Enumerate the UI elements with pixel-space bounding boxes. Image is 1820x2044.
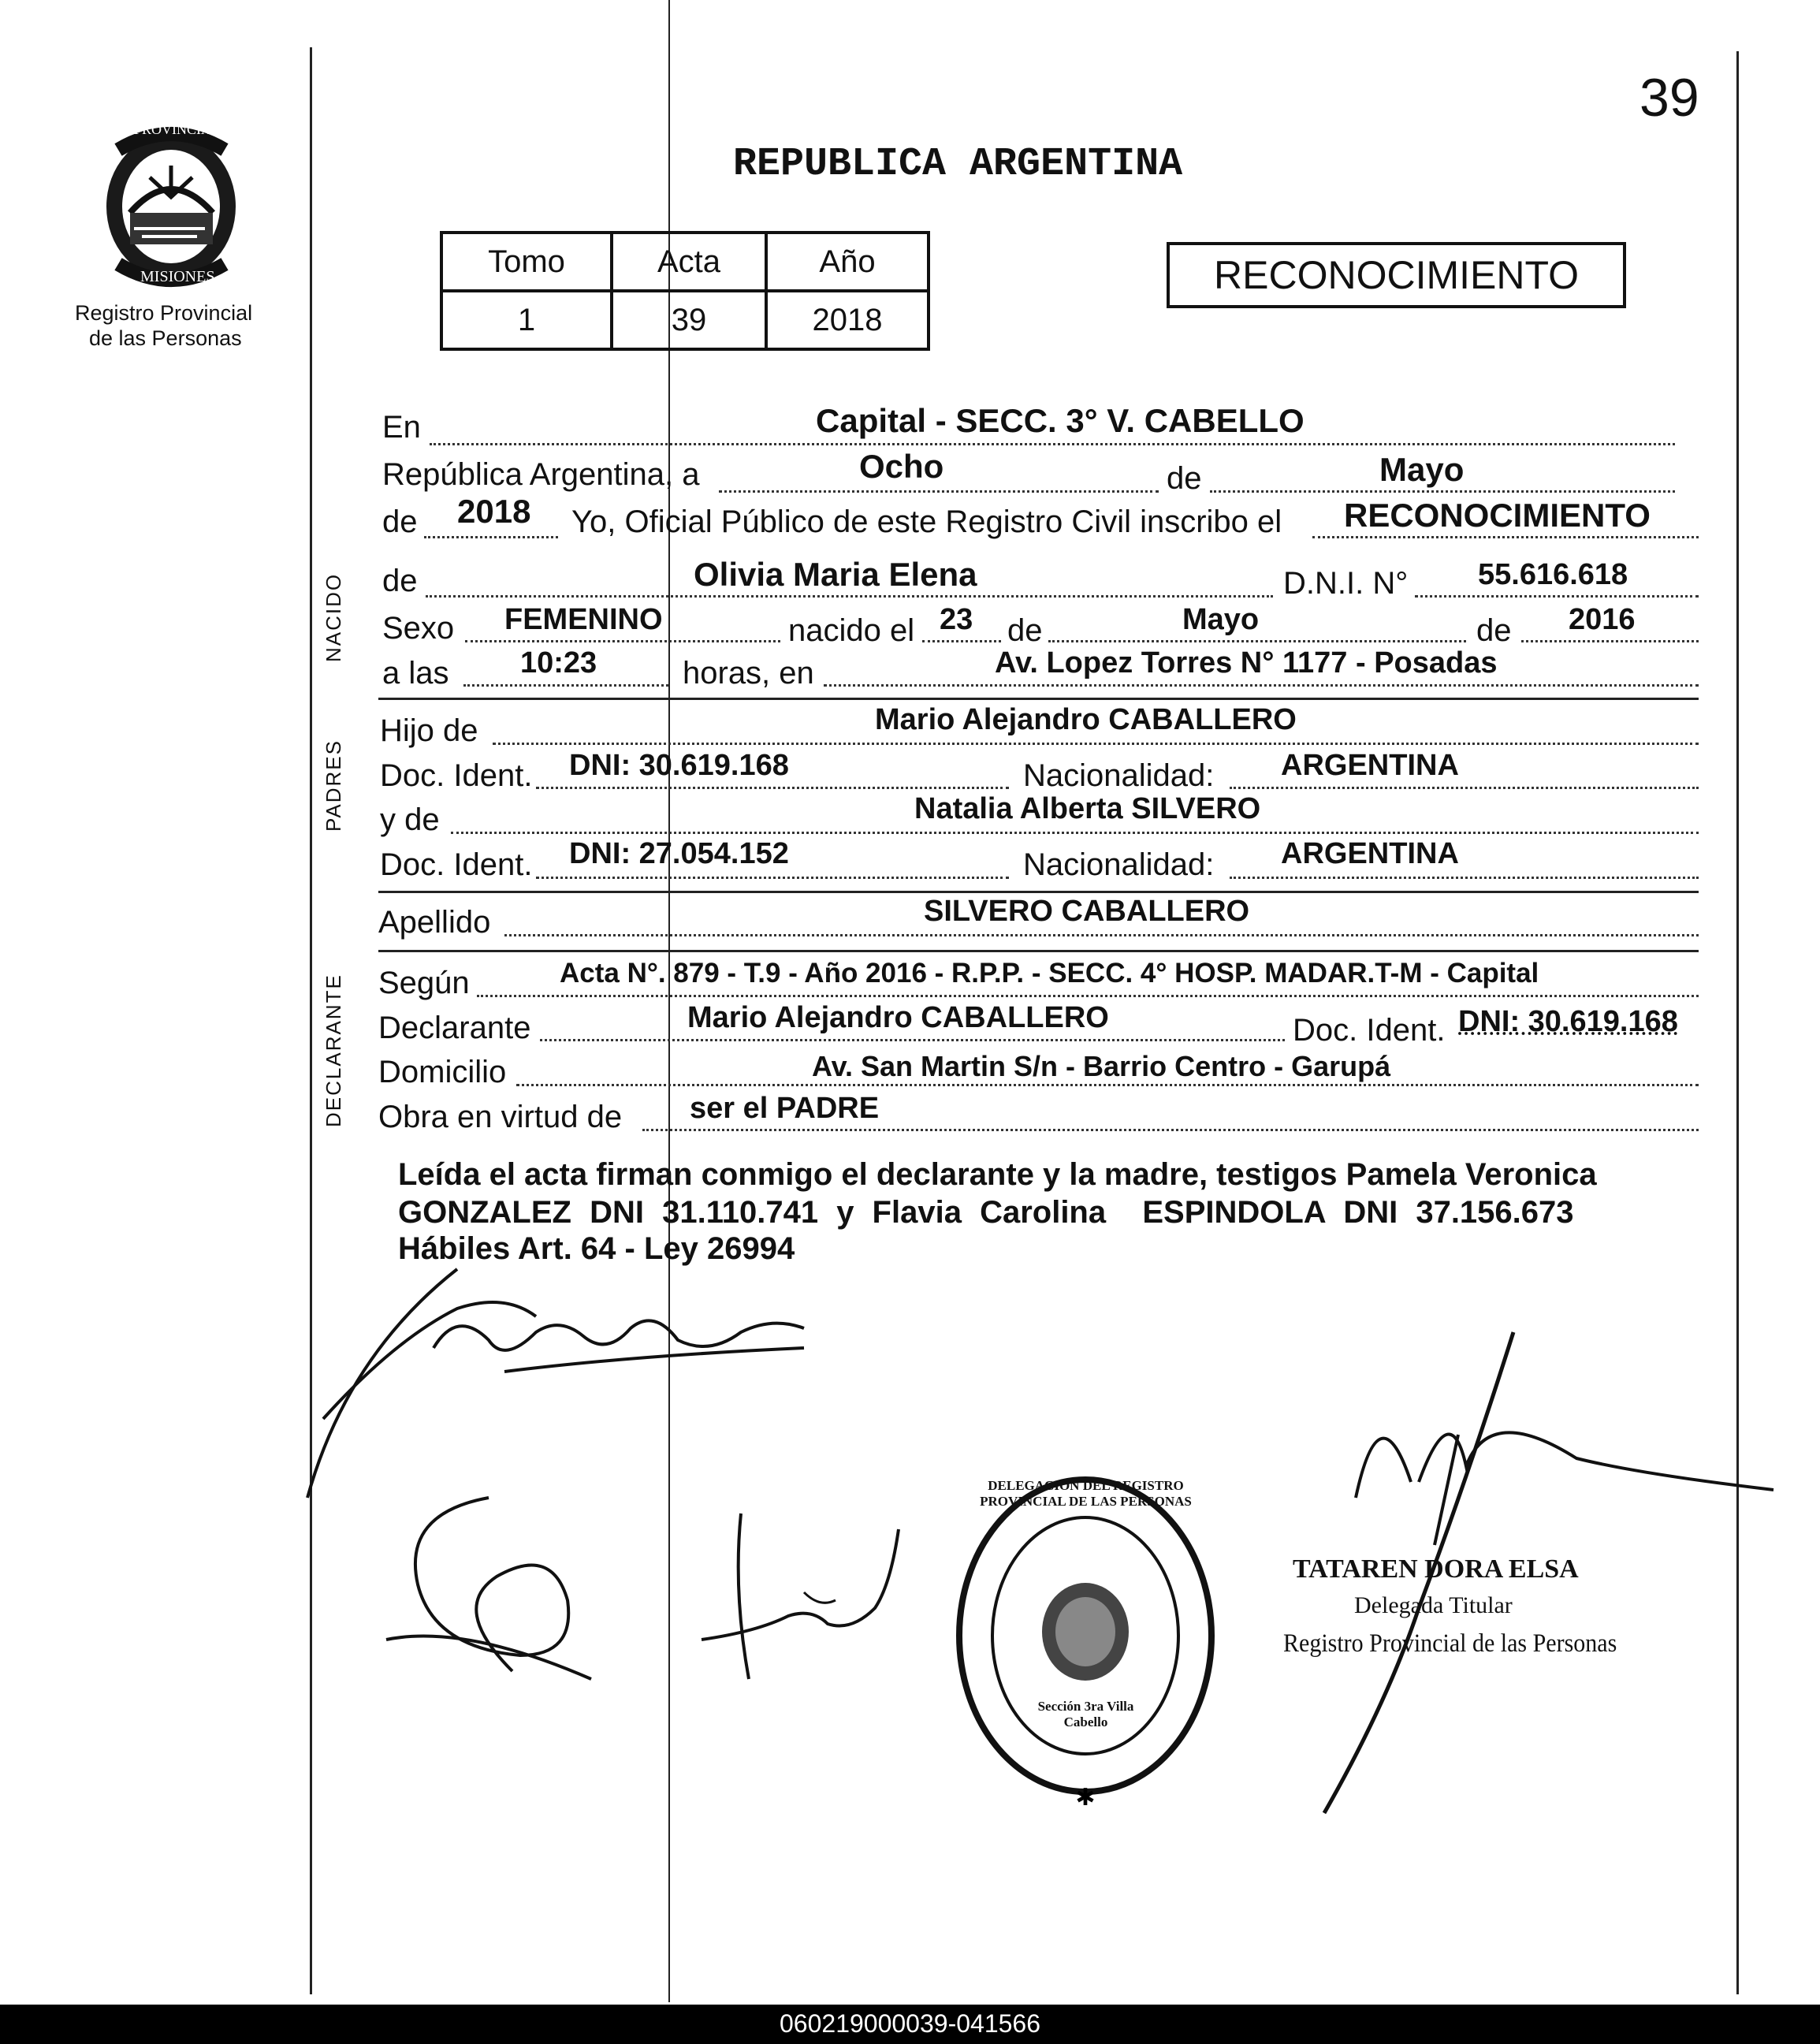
value-day: Ocho	[859, 448, 944, 485]
document-title: REPUBLICA ARGENTINA	[733, 142, 1183, 187]
label-alas: a las	[382, 656, 449, 691]
value-birth-day: 23	[940, 603, 973, 636]
value-apellido: SILVERO CABALLERO	[924, 895, 1250, 928]
label-horas: horas, en	[683, 656, 814, 691]
dots	[922, 640, 1001, 642]
logo-caption-line2: de las Personas	[89, 326, 242, 350]
label-segun: Según	[378, 966, 470, 1000]
side-label-padres: PADRES	[322, 739, 345, 832]
seal-outer-text: DELEGACION DEL REGISTRO PROVINCIAL DE LAS PERSONAS	[980, 1478, 1192, 1509]
closing-line-3: Hábiles Art. 64 - Ley 26994	[398, 1231, 795, 1266]
table-header-anio: Año	[766, 233, 929, 291]
label-domicilio: Domicilio	[378, 1055, 507, 1089]
dots	[824, 684, 1699, 687]
value-year: 2018	[457, 493, 531, 530]
value-act: RECONOCIMIENTO	[1344, 497, 1651, 534]
side-label-declarante: DECLARANTE	[322, 974, 345, 1127]
label-nac2: Nacionalidad:	[1023, 847, 1215, 882]
dots	[465, 640, 780, 642]
label-de3: de	[382, 564, 418, 598]
seal-inner-text: Sección 3ra Villa Cabello	[1037, 1699, 1134, 1729]
table-value-acta: 39	[612, 291, 766, 349]
label-de: de	[1167, 461, 1202, 496]
value-sexo: FEMENINO	[504, 603, 663, 636]
closing-line-2: GONZALEZ DNI 31.110.741 y Flavia Carolina ESPINDOLA DNI 37.156.673	[398, 1195, 1574, 1230]
dots	[1415, 595, 1699, 598]
dots	[463, 684, 668, 687]
value-doc3: DNI: 30.619.168	[1458, 1005, 1678, 1038]
label-declarante: Declarante	[378, 1011, 531, 1045]
dots	[477, 995, 1699, 997]
value-father: Mario Alejandro CABALLERO	[875, 703, 1297, 736]
value-obra: ser el PADRE	[690, 1092, 880, 1125]
value-domicilio: Av. San Martin S/n - Barrio Centro - Garupá	[812, 1050, 1391, 1082]
value-doc1: DNI: 30.619.168	[569, 749, 789, 782]
section-divider	[378, 950, 1699, 952]
dots	[540, 1039, 1285, 1041]
label-de4: de	[1007, 613, 1043, 648]
label-de5: de	[1476, 613, 1512, 648]
official-seal	[950, 1470, 1222, 1809]
stamp-title: Delegada Titular	[1354, 1592, 1513, 1618]
dots	[1230, 877, 1699, 879]
logo-bottom-text: MISIONES	[140, 268, 215, 285]
label-en: En	[382, 410, 421, 445]
dots	[516, 1084, 1699, 1086]
label-sexo: Sexo	[382, 611, 455, 646]
value-segun: Acta N°. 879 - T.9 - Año 2016 - R.P.P. - SECC. 4° HOSP. MADAR.T-M - Capital	[560, 958, 1539, 988]
value-mother: Natalia Alberta SILVERO	[914, 792, 1261, 825]
label-yde: y de	[380, 802, 440, 837]
stamp-name: TATAREN DORA ELSA	[1293, 1554, 1579, 1584]
value-birth-month: Mayo	[1182, 603, 1260, 636]
signature-madre	[370, 1482, 623, 1687]
section-divider	[378, 891, 1699, 893]
value-month: Mayo	[1379, 451, 1465, 488]
value-name: Olivia Maria Elena	[694, 556, 977, 593]
label-hijo: Hijo de	[380, 713, 478, 748]
dots	[1048, 640, 1466, 642]
dots	[451, 832, 1699, 834]
dots	[430, 443, 1675, 445]
label-nacido: nacido el	[788, 613, 915, 648]
dots	[642, 1129, 1699, 1131]
table-value-tomo: 1	[441, 291, 612, 349]
page-number: 39	[1639, 68, 1699, 128]
dots	[424, 536, 558, 538]
svg-text:✱: ✱	[1075, 1784, 1096, 1809]
dots	[1312, 536, 1699, 538]
footer-code: 060219000039-041566	[780, 2009, 1040, 2038]
label-de2: de	[382, 504, 418, 539]
document-type-box: RECONOCIMIENTO	[1167, 242, 1626, 308]
label-republica: República Argentina, a	[382, 457, 700, 492]
stamp-office: Registro Provincial de las Personas	[1283, 1629, 1617, 1658]
logo-top-text: PROVINCIA DE	[134, 121, 233, 137]
value-declarante: Mario Alejandro CABALLERO	[687, 1001, 1109, 1034]
value-nac2: ARGENTINA	[1281, 837, 1459, 870]
dots	[536, 877, 1009, 879]
left-border-line	[310, 47, 312, 1994]
section-divider	[378, 698, 1699, 700]
dots	[536, 787, 1009, 789]
label-doc1: Doc. Ident.	[380, 758, 533, 793]
dots	[426, 595, 1273, 598]
label-dni: D.N.I. N°	[1283, 566, 1409, 601]
label-apellido: Apellido	[378, 905, 491, 940]
table-header-tomo: Tomo	[441, 233, 612, 291]
label-obra: Obra en virtud de	[378, 1100, 623, 1134]
signature-testigos	[694, 1498, 930, 1687]
dots	[1230, 787, 1699, 789]
value-nac1: ARGENTINA	[1281, 749, 1459, 782]
table-value-anio: 2018	[766, 291, 929, 349]
label-doc2: Doc. Ident.	[380, 847, 533, 882]
dots	[1210, 490, 1675, 493]
label-yo: Yo, Oficial Público de este Registro Civil inscribo el	[571, 504, 1282, 539]
value-doc2: DNI: 27.054.152	[569, 837, 789, 870]
value-dni: 55.616.618	[1478, 558, 1628, 591]
side-label-nacido: NACIDO	[322, 572, 345, 662]
closing-line-1: Leída el acta firman conmigo el declarante y la madre, testigos Pamela Veronica	[398, 1157, 1597, 1192]
dots	[493, 743, 1699, 745]
value-place: Av. Lopez Torres N° 1177 - Posadas	[995, 646, 1498, 679]
province-logo	[87, 118, 256, 292]
table-header-acta: Acta	[612, 233, 766, 291]
footer-bar	[0, 2005, 1820, 2044]
signature-declarante	[300, 1261, 820, 1513]
value-en: Capital - SECC. 3° V. CABELLO	[816, 402, 1305, 439]
label-nac1: Nacionalidad:	[1023, 758, 1215, 793]
value-time: 10:23	[520, 646, 597, 679]
dots	[1521, 640, 1699, 642]
label-doc3: Doc. Ident.	[1293, 1013, 1446, 1048]
dots	[504, 934, 1699, 936]
register-table	[440, 231, 930, 351]
dots	[719, 490, 1159, 493]
value-birth-year: 2016	[1569, 603, 1636, 636]
logo-caption-line1: Registro Provincial	[75, 301, 253, 325]
